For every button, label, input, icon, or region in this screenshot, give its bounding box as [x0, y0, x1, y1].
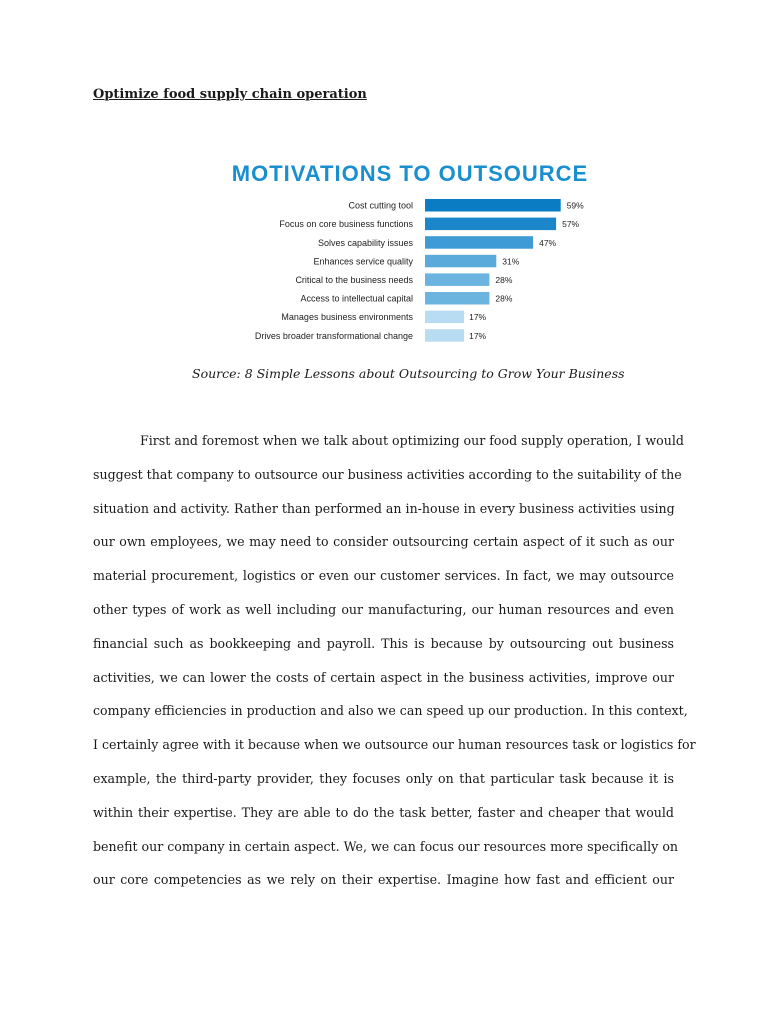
category-label: Critical to the business needs: [295, 274, 413, 285]
paragraph-line: First and foremost when we talk about optimizing our food supply operation, I would: [140, 433, 684, 448]
paragraph-line: situation and activity. Rather than performed an in-house in every business activities using: [93, 500, 675, 516]
bar: [425, 218, 556, 231]
paragraph-line: company efficiencies in production and also we can speed up our production. In this context,: [93, 703, 688, 719]
paragraph-line: suggest that company to outsource our business activities according to the suitability of the: [93, 466, 682, 482]
outsourcing-bar-chart: [230, 150, 590, 350]
value-label: 17%: [469, 312, 487, 323]
figure-caption: Source: 8 Simple Lessons about Outsourcing to Grow Your Business: [192, 366, 625, 381]
category-label: Access to intellectual capital: [300, 293, 413, 304]
value-label: 28%: [495, 293, 513, 304]
paragraph-line: other types of work as well including our manufacturing, our human resources and even: [93, 601, 674, 617]
chart-title: MOTIVATIONS TO OUTSOURCE: [231, 161, 589, 186]
paragraph-line: financial such as bookkeeping and payroll. This is because by outsourcing out business: [93, 635, 674, 651]
paragraph-line: activities, we can lower the costs of certain aspect in the business activities, improve our: [93, 669, 674, 685]
paragraph-line: benefit our company in certain aspect. We, we can focus our resources more specifically on: [93, 838, 679, 854]
bar: [425, 292, 489, 305]
paragraph-line: our core competencies as we rely on their expertise. Imagine how fast and efficient our: [93, 872, 674, 888]
paragraph-line: our own employees, we may need to consider outsourcing certain aspect of it such as our: [93, 534, 674, 550]
category-label: Enhances service quality: [313, 256, 413, 267]
value-label: 31%: [502, 256, 520, 267]
bar: [425, 236, 533, 249]
value-label: 28%: [495, 274, 513, 285]
category-label: Manages business environments: [281, 312, 413, 323]
paragraph-line: example, the third-party provider, they focuses only on that particular task because it is: [93, 770, 674, 786]
category-label: Cost cutting tool: [348, 200, 413, 211]
paragraph-line: material procurement, logistics or even our customer services. In fact, we may outsource: [93, 568, 674, 584]
bar: [425, 199, 561, 212]
value-label: 59%: [566, 200, 584, 211]
category-label: Focus on core business functions: [279, 219, 413, 230]
bar: [425, 273, 489, 286]
category-label: Drives broader transformational change: [254, 330, 413, 341]
paragraph-line: within their expertise. They are able to do the task better, faster and cheaper that would: [93, 804, 674, 820]
chart-svg: [230, 150, 590, 350]
bar: [425, 329, 464, 342]
bar: [425, 311, 464, 324]
category-label: Solves capability issues: [317, 237, 413, 248]
paragraph-line: I certainly agree with it because when we outsource our human resources task or logistics for: [93, 737, 696, 753]
body-paragraph: [93, 424, 696, 897]
value-label: 17%: [469, 330, 487, 341]
value-label: 57%: [562, 219, 580, 230]
bar: [425, 255, 496, 267]
value-label: 47%: [539, 237, 557, 248]
document-heading: Optimize food supply chain operation: [93, 87, 367, 102]
